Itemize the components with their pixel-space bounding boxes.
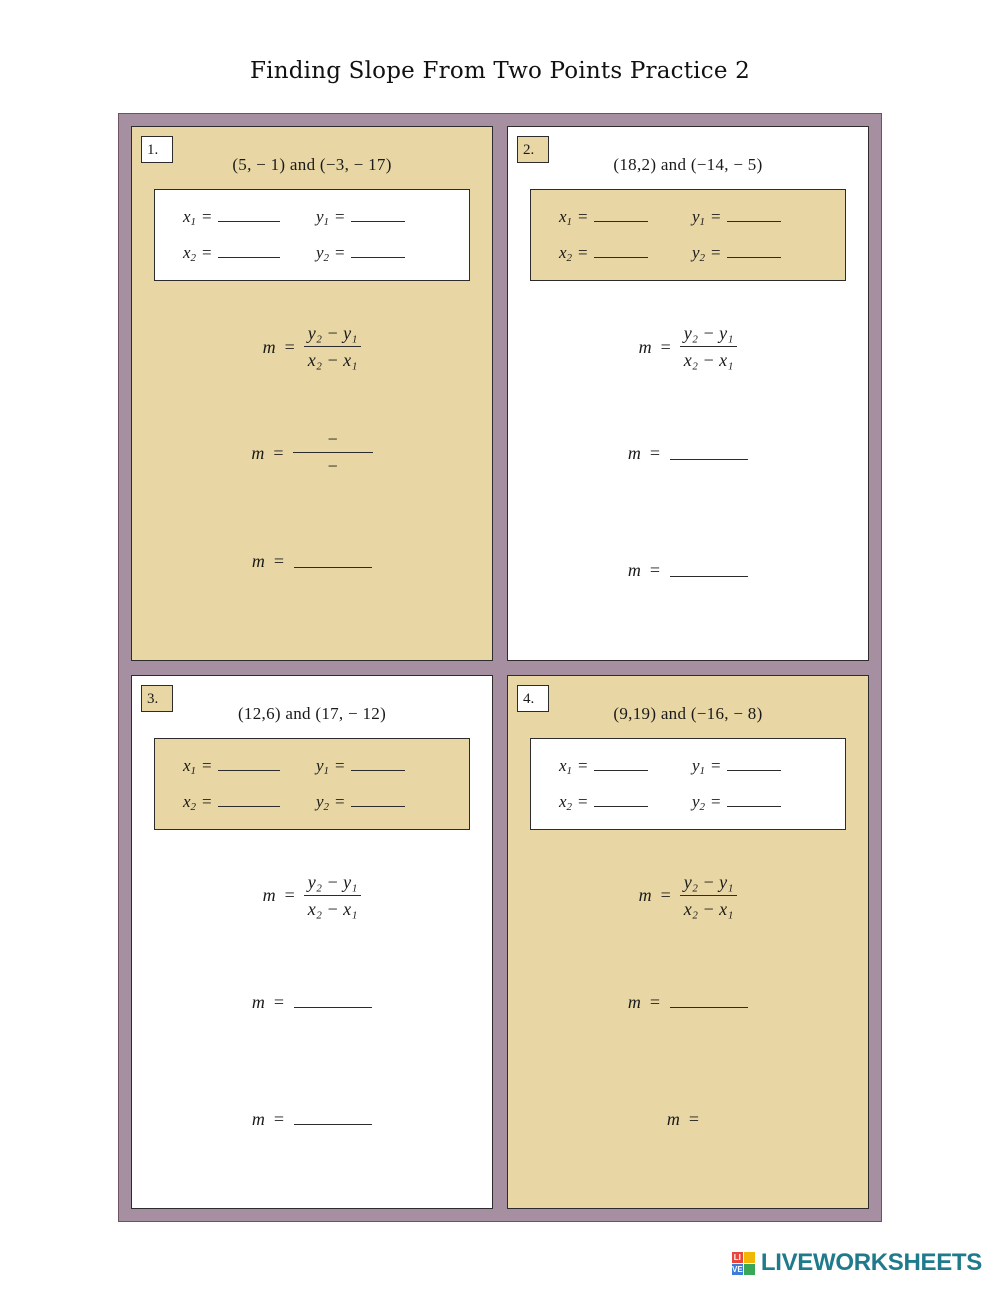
spacer bbox=[508, 371, 868, 443]
answer-blank[interactable] bbox=[670, 565, 748, 577]
y2-field-2[interactable] bbox=[692, 243, 825, 263]
y1-field-2[interactable] bbox=[692, 207, 825, 227]
equals-sign: = bbox=[273, 551, 285, 571]
fraction-denominator: x₂ − x₁ bbox=[307, 350, 358, 370]
answer-blank[interactable] bbox=[670, 996, 748, 1008]
spacer bbox=[132, 371, 492, 429]
equals-sign: = bbox=[284, 885, 295, 905]
slope-fraction bbox=[304, 323, 362, 371]
fraction-denominator: x₂ − x₁ bbox=[307, 898, 358, 919]
x2-label: $x_2$ bbox=[559, 243, 573, 264]
y1-input-blank[interactable] bbox=[727, 757, 781, 771]
spacer bbox=[508, 920, 868, 992]
x2-input-blank[interactable] bbox=[594, 793, 648, 807]
equals-sign: = bbox=[711, 207, 721, 226]
spacer bbox=[132, 1013, 492, 1109]
y2-input-blank[interactable] bbox=[727, 793, 781, 807]
equals-sign: = bbox=[202, 791, 212, 811]
y2-subscript: 2 bbox=[699, 252, 706, 264]
equals-sign: = bbox=[202, 207, 212, 226]
variable-row-3b bbox=[183, 792, 449, 812]
y2-label: $y_2$ bbox=[316, 791, 330, 813]
fraction-numerator: y₂ − y₁ bbox=[680, 872, 738, 896]
y1-subscript: 1 bbox=[323, 216, 330, 228]
m-label: m bbox=[262, 336, 276, 357]
slope-substitution-4 bbox=[508, 992, 868, 1013]
equals-sign: = bbox=[578, 207, 588, 226]
x1-field-3[interactable] bbox=[183, 756, 316, 776]
problem-points-4: (9,19) and (−16, − 8) bbox=[613, 703, 763, 723]
x1-label: $x_1$ bbox=[559, 755, 573, 777]
x2-label: $x_2$ bbox=[183, 243, 197, 264]
x2-label: $x_2$ bbox=[559, 791, 573, 813]
variable-box-3 bbox=[154, 738, 470, 830]
equals-sign: = bbox=[273, 1108, 285, 1129]
slope-formula-4 bbox=[508, 872, 868, 920]
y1-label: $y_1$ bbox=[316, 755, 330, 777]
worksheet-panel bbox=[118, 113, 882, 1222]
slope-answer-2 bbox=[508, 560, 868, 581]
m-label: m bbox=[251, 442, 265, 463]
x1-label: $x_1$ bbox=[559, 207, 573, 228]
y2-label: $y_2$ bbox=[692, 791, 706, 813]
equals-sign: = bbox=[688, 1108, 700, 1129]
liveworksheets-logo-icon bbox=[732, 1252, 755, 1275]
equals-sign: = bbox=[660, 885, 671, 905]
x1-input-blank[interactable] bbox=[218, 757, 280, 771]
variable-row-2a bbox=[559, 207, 825, 227]
spacer bbox=[132, 920, 492, 992]
problem-card-3 bbox=[131, 675, 493, 1210]
y2-field-1[interactable] bbox=[316, 243, 449, 263]
answer-blank[interactable] bbox=[294, 556, 372, 568]
equals-sign: = bbox=[202, 243, 212, 262]
variable-row-4a bbox=[559, 756, 825, 776]
y1-field-4[interactable] bbox=[692, 756, 825, 776]
slope-answer-4 bbox=[508, 1109, 868, 1130]
y1-label: $y_1$ bbox=[692, 207, 706, 228]
spacer bbox=[508, 464, 868, 560]
problem-number-2: 2. bbox=[517, 136, 549, 163]
slope-substitution-1 bbox=[132, 429, 492, 477]
blank-numerator[interactable]: − bbox=[293, 429, 373, 453]
variable-row-3a bbox=[183, 756, 449, 776]
equals-sign: = bbox=[273, 442, 284, 463]
problem-points-3: (12,6) and (17, − 12) bbox=[237, 703, 387, 723]
equals-sign: = bbox=[335, 207, 345, 226]
liveworksheets-footer[interactable] bbox=[732, 1249, 982, 1277]
y2-subscript: 2 bbox=[323, 252, 330, 264]
x1-subscript: 1 bbox=[190, 764, 197, 777]
y1-subscript: 1 bbox=[323, 764, 330, 777]
y2-subscript: 2 bbox=[323, 800, 330, 813]
y1-subscript: 1 bbox=[699, 764, 706, 777]
variable-row-4b bbox=[559, 792, 825, 812]
y1-field-3[interactable] bbox=[316, 756, 449, 776]
variable-box-2 bbox=[530, 189, 846, 281]
y1-input-blank[interactable] bbox=[351, 757, 405, 771]
y1-subscript: 1 bbox=[699, 216, 706, 228]
m-label: m bbox=[627, 443, 641, 463]
fraction-numerator: y₂ − y₁ bbox=[304, 872, 362, 896]
x2-input-blank[interactable] bbox=[218, 793, 280, 807]
x1-field-4[interactable] bbox=[559, 756, 692, 776]
logo-tile-li: LI bbox=[733, 1252, 741, 1262]
x1-field-1[interactable] bbox=[183, 207, 316, 227]
blank-denominator[interactable]: − bbox=[326, 456, 339, 476]
answer-blank[interactable] bbox=[294, 996, 372, 1008]
x1-subscript: 1 bbox=[190, 216, 197, 228]
problem-card-1 bbox=[131, 126, 493, 661]
variable-row-1b bbox=[183, 243, 449, 263]
equals-sign: = bbox=[660, 336, 671, 357]
x1-subscript: 1 bbox=[566, 216, 573, 228]
y1-label: $y_1$ bbox=[316, 207, 330, 228]
x2-input-blank[interactable] bbox=[594, 244, 648, 258]
y2-field-3[interactable] bbox=[316, 792, 449, 812]
y1-field-1[interactable] bbox=[316, 207, 449, 227]
m-label: m bbox=[251, 991, 265, 1012]
x2-label: $x_2$ bbox=[183, 791, 197, 813]
x1-input-blank[interactable] bbox=[594, 208, 648, 222]
m-label: m bbox=[627, 991, 641, 1012]
problem-card-2 bbox=[507, 126, 869, 661]
slope-answer-3 bbox=[132, 1109, 492, 1130]
y1-input-blank[interactable] bbox=[727, 208, 781, 222]
slope-fraction bbox=[680, 872, 738, 920]
logo-tile-2 bbox=[744, 1252, 755, 1263]
x2-field-3[interactable] bbox=[183, 792, 316, 812]
equals-sign: = bbox=[711, 243, 721, 262]
slope-formula-3 bbox=[132, 872, 492, 920]
slope-substitution-2 bbox=[508, 443, 868, 464]
problem-number-4: 4. bbox=[517, 685, 549, 712]
problem-points-1: (5, − 1) and (−3, − 17) bbox=[232, 155, 392, 174]
x1-input-blank[interactable] bbox=[594, 757, 648, 771]
equals-sign: = bbox=[649, 991, 661, 1012]
logo-tile-4 bbox=[744, 1264, 755, 1275]
liveworksheets-brand-text: LIVEWORKSHEETS bbox=[760, 1249, 982, 1276]
problem-number-3: 3. bbox=[141, 685, 173, 712]
y2-input-blank[interactable] bbox=[351, 244, 405, 258]
logo-tile-ve: VE bbox=[732, 1264, 743, 1274]
m-label: m bbox=[627, 560, 641, 580]
x2-input-blank[interactable] bbox=[218, 244, 280, 258]
m-label: m bbox=[251, 1108, 265, 1129]
x1-label: $x_1$ bbox=[183, 207, 197, 228]
y2-subscript: 2 bbox=[699, 800, 706, 813]
equals-sign: = bbox=[578, 791, 588, 811]
x2-subscript: 2 bbox=[190, 252, 197, 264]
m-label: m bbox=[262, 885, 276, 905]
answer-blank[interactable] bbox=[294, 1113, 372, 1125]
x2-subscript: 2 bbox=[566, 252, 573, 264]
x2-subscript: 2 bbox=[566, 800, 573, 813]
slope-formula-1 bbox=[132, 323, 492, 371]
page-title: Finding Slope From Two Points Practice 2 bbox=[250, 58, 750, 84]
spacer bbox=[508, 1013, 868, 1109]
blank-fraction[interactable] bbox=[293, 429, 373, 477]
variable-row-1a bbox=[183, 207, 449, 227]
y2-field-4[interactable] bbox=[692, 792, 825, 812]
equals-sign: = bbox=[335, 791, 345, 811]
equals-sign: = bbox=[335, 243, 345, 262]
y2-input-blank[interactable] bbox=[351, 793, 405, 807]
x1-input-blank[interactable] bbox=[218, 208, 280, 222]
slope-fraction bbox=[680, 323, 738, 371]
x1-label: $x_1$ bbox=[183, 755, 197, 777]
slope-substitution-3 bbox=[132, 992, 492, 1013]
y2-input-blank[interactable] bbox=[727, 244, 781, 258]
variable-row-2b bbox=[559, 243, 825, 263]
variable-box-1 bbox=[154, 189, 470, 281]
m-label: m bbox=[638, 885, 652, 905]
equals-sign: = bbox=[202, 755, 212, 775]
equals-sign: = bbox=[578, 243, 588, 262]
slope-formula-2 bbox=[508, 323, 868, 371]
y2-label: $y_2$ bbox=[316, 243, 330, 264]
equals-sign: = bbox=[335, 755, 345, 775]
equals-sign: = bbox=[284, 336, 295, 357]
problem-points-2: (18,2) and (−14, − 5) bbox=[613, 155, 763, 174]
m-label: m bbox=[638, 336, 652, 357]
y2-label: $y_2$ bbox=[692, 243, 706, 264]
equals-sign: = bbox=[711, 791, 721, 811]
spacer bbox=[132, 477, 492, 551]
variable-box-4 bbox=[530, 738, 846, 830]
equals-sign: = bbox=[649, 443, 661, 463]
fraction-denominator: x₂ − x₁ bbox=[683, 898, 734, 919]
equals-sign: = bbox=[578, 755, 588, 775]
x1-subscript: 1 bbox=[566, 764, 573, 777]
fraction-numerator: y₂ − y₁ bbox=[680, 323, 738, 347]
y1-label: $y_1$ bbox=[692, 755, 706, 777]
y1-input-blank[interactable] bbox=[351, 208, 405, 222]
equals-sign: = bbox=[711, 755, 721, 775]
fraction-denominator: x₂ − x₁ bbox=[683, 350, 734, 370]
problem-number-1: 1. bbox=[141, 136, 173, 163]
x2-field-1[interactable] bbox=[183, 243, 316, 263]
fraction-numerator: y₂ − y₁ bbox=[304, 323, 362, 347]
answer-blank[interactable] bbox=[670, 448, 748, 460]
x2-field-2[interactable] bbox=[559, 243, 692, 263]
m-label: m bbox=[666, 1108, 680, 1129]
m-label: m bbox=[251, 551, 265, 571]
x2-field-4[interactable] bbox=[559, 792, 692, 812]
problem-card-4 bbox=[507, 675, 869, 1210]
equals-sign: = bbox=[273, 991, 285, 1012]
slope-fraction bbox=[304, 872, 362, 920]
equals-sign: = bbox=[649, 560, 661, 580]
slope-answer-1 bbox=[132, 551, 492, 572]
x1-field-2[interactable] bbox=[559, 207, 692, 227]
x2-subscript: 2 bbox=[190, 800, 197, 813]
